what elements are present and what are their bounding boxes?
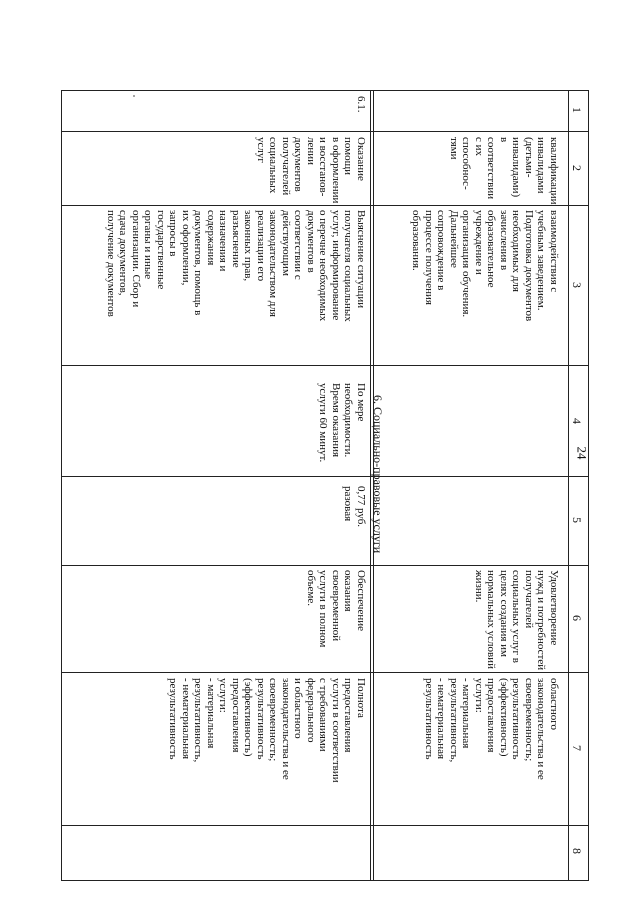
col-border-4 [61, 476, 589, 477]
prev-row-col3: взаимодействия с учебным заведением. Подготовка документов необходимых для зачисления в образовательное учреждение и организация обучения. Дальнейшее сопровождение в процессе получения образования. [410, 210, 560, 322]
scan-speck [133, 95, 135, 97]
prev-row-col6: Удовлетворение нужд и потребностей получателей социальных услуг в целях создания им нормальных условий жизни. [473, 570, 560, 671]
row-col3: Выяснение ситуации получателя социальных услуг, информирование о перечне необходимых документов в соответствии с действующим законодательством для реализации его законных прав, разъяснение назначения и содержания документов, помощь в их оформлении, запросы в государственные органы и иные организации. Сбор и сдача документов, получение документов [105, 210, 367, 322]
prev-row-col2: квалификации инвалидами (детьми- инвалидами) в соответствии с их способнос- тями [448, 137, 560, 205]
header-col-8: 8 [570, 848, 584, 854]
row-col7: Полнота предоставления услуги в соответствии с требованиями федерального и областного законодательства и ее своевременность; результативность (эффективность) предоставления услуги: - материальная результативность, - нематериальная результативность [167, 678, 367, 783]
prev-row-col7: областного законодательства и ее своевременность; результативность (эффективность) предоставления услуги: - материальная результативность, - нематериальная результативность [423, 678, 560, 780]
header-col-7: 7 [570, 745, 584, 751]
table-border-left [61, 90, 62, 880]
table-border-right [588, 90, 589, 880]
row-number: 6.1. [355, 96, 367, 113]
header-col-2: 2 [570, 165, 584, 171]
row-col6: Обеспечение оказания своевременной услуги в полном объеме. [305, 570, 367, 648]
header-col-5: 5 [570, 517, 584, 523]
col-border-5 [61, 565, 589, 566]
header-col-6: 6 [570, 615, 584, 621]
col-border-2 [61, 205, 589, 206]
table-border-bottom [61, 880, 589, 881]
header-col-4: 4 [570, 418, 584, 424]
col-border-3 [61, 365, 589, 366]
col-border-1 [61, 131, 589, 132]
row-col2: Оказание помощи в оформлении и восстанов- лении документов получателей социальных услуг [255, 137, 367, 204]
row-col5: 0,77 руб. разовая [342, 486, 367, 528]
section-title: 6. Социально-правовые услуги [371, 395, 385, 554]
header-row-border [568, 90, 569, 880]
table-border-top [61, 90, 589, 91]
header-col-3: 3 [570, 282, 584, 288]
col-border-7 [61, 825, 589, 826]
header-col-1: 1 [570, 107, 584, 113]
page-number: 24 [574, 446, 590, 460]
col-border-6 [61, 672, 589, 673]
row-col4: По мере необходимости. Время оказания услуги 60 минут. [317, 383, 367, 463]
